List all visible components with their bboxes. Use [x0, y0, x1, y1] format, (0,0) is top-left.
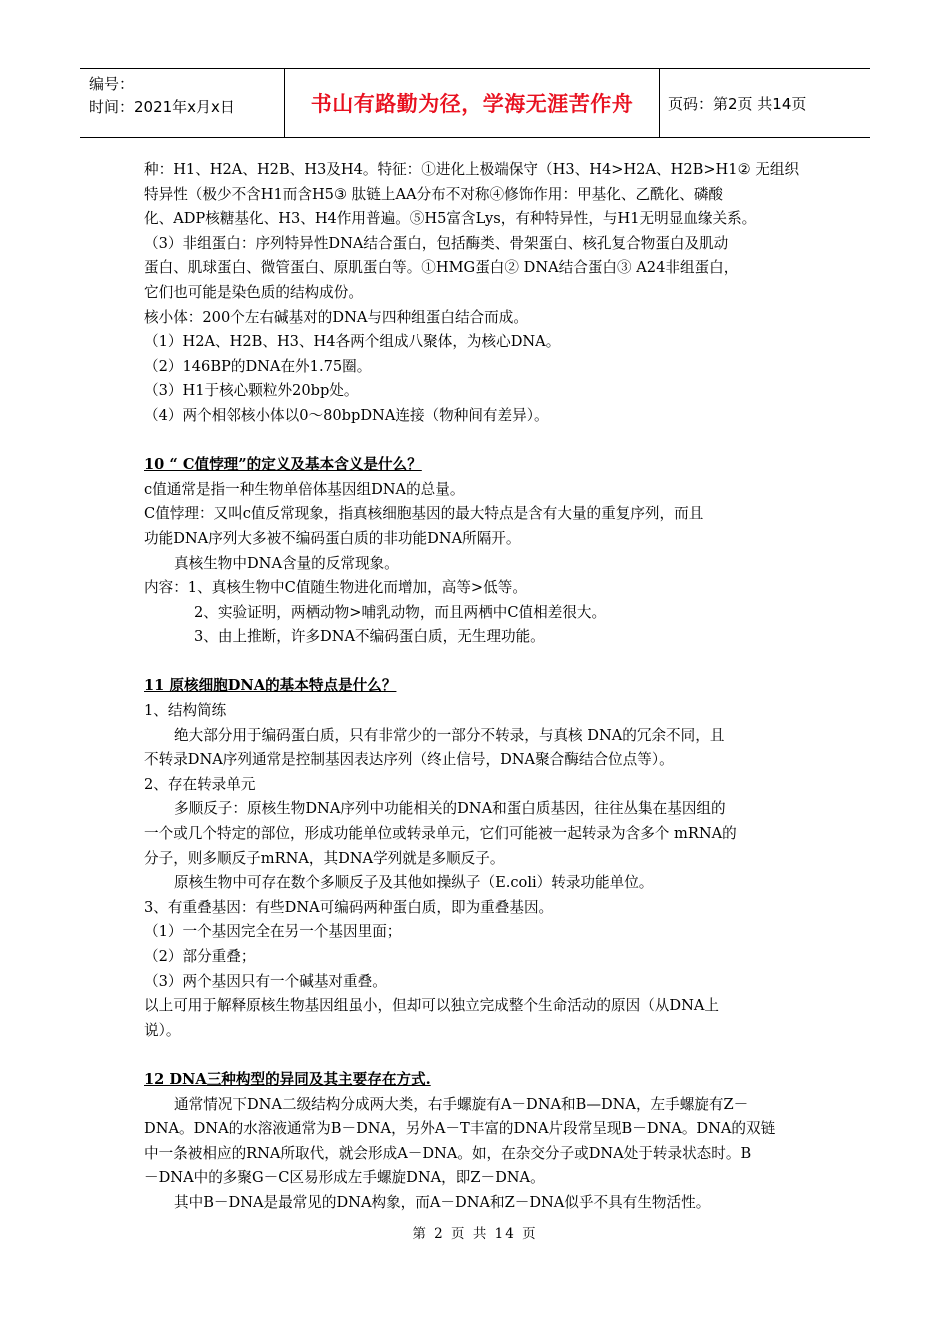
text-line: C值悖理：又叫c值反常现象，指真核细胞基因的最大特点是含有大量的重复序列，而且 — [144, 505, 704, 523]
text-line: （1）一个基因完全在另一个基因里面； — [144, 923, 402, 941]
text-line: 其中B－DNA是最常见的DNA构象，而A－DNA和Z－DNA似乎不具有生物活性。 — [174, 1193, 711, 1211]
text-line: 核小体：200个左右碱基对的DNA与四种组蛋白结合而成。 — [144, 308, 528, 326]
text-line: （4）两个相邻核小体以0～80bpDNA连接（物种间有差异）。 — [144, 406, 549, 424]
header-number: 编号： — [89, 75, 135, 93]
header-meta — [80, 69, 284, 137]
page-footer: 第 2 页 共 14 页 — [412, 1226, 538, 1242]
text-line: 3、由上推断，许多DNA不编码蛋白质，无生理功能。 — [194, 628, 545, 646]
text-line: 以上可用于解释原核生物基因组虽小，但却可以独立完成整个生命活动的原因（从DNA上 — [144, 997, 719, 1015]
text-line: 2、存在转录单元 — [144, 775, 256, 793]
blank-line — [144, 650, 809, 675]
text-line: （3）两个基因只有一个碱基对重叠。 — [144, 972, 387, 990]
text-line: 通常情况下DNA二级结构分成两大类，右手螺旋有A－DNA和B—DNA，左手螺旋有Z－ — [174, 1095, 749, 1113]
text-line: 特异性（极少不含H1而含H5③ 肽链上AA分布不对称④修饰作用：甲基化、乙酰化、磷酸 — [144, 185, 724, 203]
text-line: 中一条被相应的RNA所取代，就会形成A－DNA。如，在杂交分子或DNA处于转录状态时。B — [144, 1144, 752, 1162]
text-line: 它们也可能是染色质的结构成份。 — [144, 283, 363, 301]
text-line: 内容：1、真核生物中C值随生物进化而增加，高等>低等。 — [144, 579, 527, 597]
header-date: 时间：2021年x月x日 — [89, 98, 235, 116]
text-line: c值通常是指一种生物单倍体基因组DNA的总量。 — [144, 480, 465, 498]
header-page-number: 页码：第2页 共14页 — [668, 94, 807, 113]
text-line: 功能DNA序列大多被不编码蛋白质的非功能DNA所隔开。 — [144, 529, 521, 547]
text-line: 真核生物中DNA含量的反常现象。 — [174, 554, 399, 572]
text-line: 蛋白、肌球蛋白、微管蛋白、原肌蛋白等。①HMG蛋白② DNA结合蛋白③ A24非组蛋白， — [144, 259, 739, 277]
document-body — [144, 158, 809, 1216]
text-line: 1、结构简练 — [144, 702, 227, 720]
blank-line — [144, 429, 809, 454]
text-line: 多顺反子：原核生物DNA序列中功能相关的DNA和蛋白质基因，往往丛集在基因组的 — [174, 800, 726, 818]
text-line: 种：H1、H2A、H2B、H3及H4。特征：①进化上极端保守（H3、H4>H2A、H2B>H1② 无组织 — [144, 161, 800, 178]
text-line: 不转录DNA序列通常是控制基因表达序列（终止信号，DNA聚合酶结合位点等）。 — [144, 751, 674, 769]
section-heading-11: 11 原核细胞DNA的基本特点是什么？ — [144, 677, 397, 695]
text-line: （3）非组蛋白：序列特异性DNA结合蛋白，包括酶类、骨架蛋白、核孔复合物蛋白及肌动 — [144, 234, 729, 252]
text-line: 分子，则多顺反子mRNA，其DNA学列就是多顺反子。 — [144, 849, 505, 867]
text-line: DNA。DNA的水溶液通常为B－DNA，另外A－T丰富的DNA片段常呈现B－DNA。DNA的双链 — [144, 1120, 776, 1138]
text-line: （3）H1于核心颗粒外20bp处。 — [144, 382, 359, 400]
section-heading-12: 12 DNA三种构型的异同及其主要存在方式. — [144, 1070, 431, 1088]
text-line: 一个或几个特定的部位，形成功能单位或转录单元，它们可能被一起转录为含多个 mRNA的 — [144, 825, 737, 843]
text-line: 2、实验证明，两栖动物>哺乳动物，而且两栖中C值相差很大。 — [194, 603, 607, 621]
text-line: 化、ADP核糖基化、H3、H4作用普遍。⑤H5富含Lys，有种特异性，与H1无明显血缘关系。 — [144, 210, 757, 228]
text-line: （2）部分重叠； — [144, 948, 256, 965]
page-header — [80, 68, 870, 138]
section-heading-10: 10 “ C值悖理”的定义及基本含义是什么？ — [144, 456, 422, 474]
text-line: 绝大部分用于编码蛋白质，只有非常少的一部分不转录，与真核 DNA的冗余不同，且 — [174, 726, 725, 744]
text-line: 说）。 — [144, 1021, 181, 1039]
text-line: 3、有重叠基因：有些DNA可编码两种蛋白质，即为重叠基因。 — [144, 898, 554, 916]
blank-line — [144, 1043, 809, 1068]
header-motto: 书山有路勤为径，学海无涯苦作舟 — [284, 69, 660, 137]
text-line: （1）H2A、H2B、H3、H4各两个组成八聚体，为核心DNA。 — [144, 333, 561, 351]
text-line: －DNA中的多聚G－C区易形成左手螺旋DNA，即Z－DNA。 — [144, 1169, 545, 1187]
text-line: 原核生物中可存在数个多顺反子及其他如操纵子（E.coli）转录功能单位。 — [174, 874, 654, 892]
text-line: （2）146BP的DNA在外1.75圈。 — [144, 357, 372, 375]
